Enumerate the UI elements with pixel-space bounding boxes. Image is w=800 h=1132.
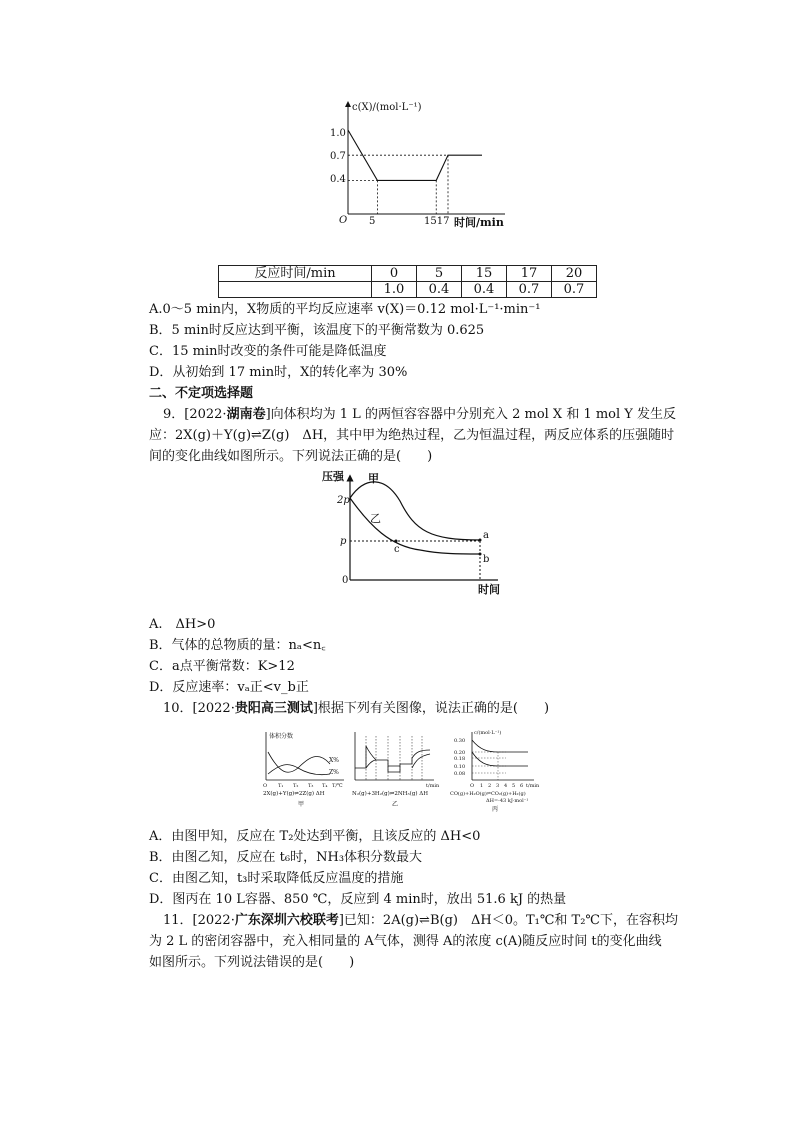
legend-z-percent: Z% bbox=[329, 769, 339, 776]
x-axis-label: 时间/min bbox=[454, 216, 504, 229]
table-cell: 17 bbox=[507, 266, 552, 282]
section-title: 二、不定项选择题 bbox=[149, 386, 254, 401]
curve-label-yi: 乙 bbox=[370, 512, 381, 525]
reaction-time-table bbox=[218, 265, 597, 298]
q9-source: 湖南卷 bbox=[226, 407, 266, 422]
fig-bing-caption: 丙 bbox=[492, 806, 499, 813]
y-tick: 0.18 bbox=[454, 756, 466, 762]
origin-label: O bbox=[339, 215, 348, 226]
q10-stem bbox=[163, 699, 549, 719]
table-cell: 5 bbox=[417, 266, 462, 282]
q11-stem-line3: 如图所示。下列说法错误的是( ) bbox=[149, 955, 355, 970]
curve-lower bbox=[472, 752, 528, 766]
q9-option-c: C．a点平衡常数：K>12 bbox=[149, 659, 295, 674]
figure-concentration-time bbox=[330, 96, 520, 232]
q11-source: 广东深圳六校联考 bbox=[234, 913, 339, 928]
point-b-label: b bbox=[483, 554, 490, 565]
q9-stem-line3: 间的变化曲线如图所示。下列说法正确的是( ) bbox=[149, 449, 433, 464]
y-tick-1: 1.0 bbox=[330, 128, 346, 139]
table-cell: 1.0 bbox=[372, 282, 417, 298]
x-axis-label: t/min bbox=[526, 783, 540, 789]
q8-option-b: B．5 min时反应达到平衡，该温度下的平衡常数为 0.625 bbox=[149, 323, 485, 338]
table-cell: 0.7 bbox=[552, 282, 597, 298]
x-tick-5: 5 bbox=[369, 216, 376, 227]
q8-option-a: A.0～5 min内，X物质的平均反应速率 v(X)＝0.12 mol·L⁻¹·min⁻¹ bbox=[149, 302, 541, 317]
fig-bing-equation: CO(g)+H₂O(g)⇌CO₂(g)+H₂(g) bbox=[450, 791, 526, 797]
q9-stem-line2: 应：2X(g)＋Y(g)⇌Z(g) ΔH，其中甲为绝热过程，乙为恒温过程，两反应体系的压强随时 bbox=[149, 428, 675, 443]
q10-option-d: D．图丙在 10 L容器、850 ℃，反应到 4 min时，放出 51.6 kJ 的热量 bbox=[149, 892, 567, 907]
fig-jia-equation: 2X(g)+Y(g)⇌2Z(g) ΔH bbox=[263, 791, 325, 797]
x-tick: 6 bbox=[520, 783, 524, 789]
q8-option-d: D．从初始到 17 min时，X的转化率为 30% bbox=[149, 365, 408, 380]
q10-option-a: A．由图甲知，反应在 T₂处达到平衡，且该反应的 ΔH<0 bbox=[149, 829, 481, 844]
table-cell: 0.7 bbox=[507, 282, 552, 298]
figure-pressure-time bbox=[320, 466, 510, 598]
concentration-line bbox=[348, 130, 482, 214]
tick-label: T₃ bbox=[308, 783, 314, 789]
curve-upper bbox=[472, 740, 528, 752]
q11-number: 11．[2022· bbox=[163, 913, 235, 928]
y-axis-label: c(X)/(mol·L⁻¹) bbox=[352, 102, 422, 113]
y-tick-3: 0.4 bbox=[330, 174, 346, 185]
table-row bbox=[219, 282, 597, 298]
x-tick: 5 bbox=[512, 783, 516, 789]
q9-stem-line1 bbox=[163, 405, 676, 425]
x-axis-label: 时间 bbox=[478, 583, 500, 596]
x-tick: 1 bbox=[480, 783, 484, 789]
table-cell: 0.4 bbox=[462, 282, 507, 298]
x-tick: 3 bbox=[496, 783, 500, 789]
q9-option-a: A. ΔH>0 bbox=[149, 617, 216, 632]
table-header-time: 反应时间/min bbox=[219, 266, 372, 282]
q9-option-d: D．反应速率：vₐ正<v_b正 bbox=[149, 680, 309, 695]
y-tick: 0.10 bbox=[454, 764, 466, 770]
q9-stem-text: ]向体积均为 1 L 的两恒容容器中分别充入 2 mol X 和 1 mol Y 发生反 bbox=[265, 407, 677, 422]
fig-jia-title: 体积分数 bbox=[269, 733, 294, 740]
point-c-label: c bbox=[394, 544, 400, 555]
fig-jia-caption: 甲 bbox=[298, 801, 305, 808]
q8-option-c: C．15 min时改变的条件可能是降低温度 bbox=[149, 344, 387, 359]
y-tick: 0.20 bbox=[454, 750, 466, 756]
table-cell: 15 bbox=[462, 266, 507, 282]
x-tick-1517: 1517 bbox=[424, 216, 450, 227]
y-tick: 0.08 bbox=[454, 771, 466, 777]
x-axis-label: T/℃ bbox=[332, 783, 343, 789]
q9-option-b: B．气体的总物质的量：nₐ<n꜀ bbox=[149, 638, 326, 653]
curve-yi bbox=[350, 498, 480, 554]
q9-number: 9．[2022· bbox=[163, 407, 227, 422]
point-a-label: a bbox=[483, 530, 489, 541]
tick-label: T₂ bbox=[293, 783, 299, 789]
point-b-marker bbox=[479, 553, 482, 556]
fig-bing-dh: ΔH=-43 kJ·mol⁻¹ bbox=[486, 798, 529, 804]
tick-label: T₄ bbox=[322, 783, 328, 789]
tick-p: p bbox=[340, 536, 347, 547]
legend-x-percent: X% bbox=[329, 757, 339, 764]
q10-stem-text: ]根据下列有关图像，说法正确的是( ) bbox=[312, 701, 550, 716]
figure-jia bbox=[258, 728, 348, 814]
q10-number: 10．[2022· bbox=[163, 701, 235, 716]
fig-yi-equation: N₂(g)+3H₂(g)⇌2NH₃(g) ΔH bbox=[352, 791, 429, 797]
tick-label: O bbox=[263, 783, 268, 789]
q11-stem-line1 bbox=[163, 911, 678, 931]
tick-label: T₁ bbox=[278, 783, 284, 789]
tick-2p: 2p bbox=[337, 495, 350, 506]
fig-yi-caption: 乙 bbox=[392, 801, 399, 808]
x-axis-label: t/min bbox=[426, 783, 440, 789]
q11-stem-line2: 为 2 L 的密闭容器中，充入相同量的 A气体，测得 A的浓度 c(A)随反应时间 t的变化曲线 bbox=[149, 934, 662, 949]
figure-yi bbox=[350, 728, 446, 814]
point-a-marker bbox=[479, 539, 482, 542]
q10-option-c: C．由图乙知，t₃时采取降低反应温度的措施 bbox=[149, 871, 404, 886]
q10-option-b: B．由图乙知，反应在 t₆时，NH₃体积分数最大 bbox=[149, 850, 423, 865]
x-tick: 2 bbox=[488, 783, 492, 789]
curve-x-percent bbox=[268, 752, 330, 772]
y-axis-label: 压强 bbox=[322, 470, 344, 483]
origin-label: 0 bbox=[342, 575, 349, 586]
x-tick: O bbox=[470, 783, 475, 789]
y-tick-2: 0.7 bbox=[330, 151, 346, 162]
x-tick: 4 bbox=[504, 783, 508, 789]
q11-stem-text: ]已知：2A(g)⇌B(g) ΔH＜0。T₁℃和 T₂℃下，在容积均 bbox=[338, 913, 678, 928]
y-tick: 0.30 bbox=[454, 738, 466, 744]
y-axis-label: c/(mol·L⁻¹) bbox=[474, 730, 502, 736]
curve-label-jia: 甲 bbox=[368, 472, 379, 485]
curve-reverse-rate bbox=[366, 754, 430, 768]
table-row bbox=[219, 266, 597, 282]
table-cell: 20 bbox=[552, 266, 597, 282]
point-c-marker bbox=[395, 540, 398, 543]
table-cell: 0 bbox=[372, 266, 417, 282]
table-cell: 0.4 bbox=[417, 282, 462, 298]
table-cell bbox=[219, 282, 372, 298]
figure-bing bbox=[450, 728, 546, 820]
curve-jia bbox=[350, 482, 480, 540]
q10-source: 贵阳高三测试 bbox=[234, 701, 313, 716]
